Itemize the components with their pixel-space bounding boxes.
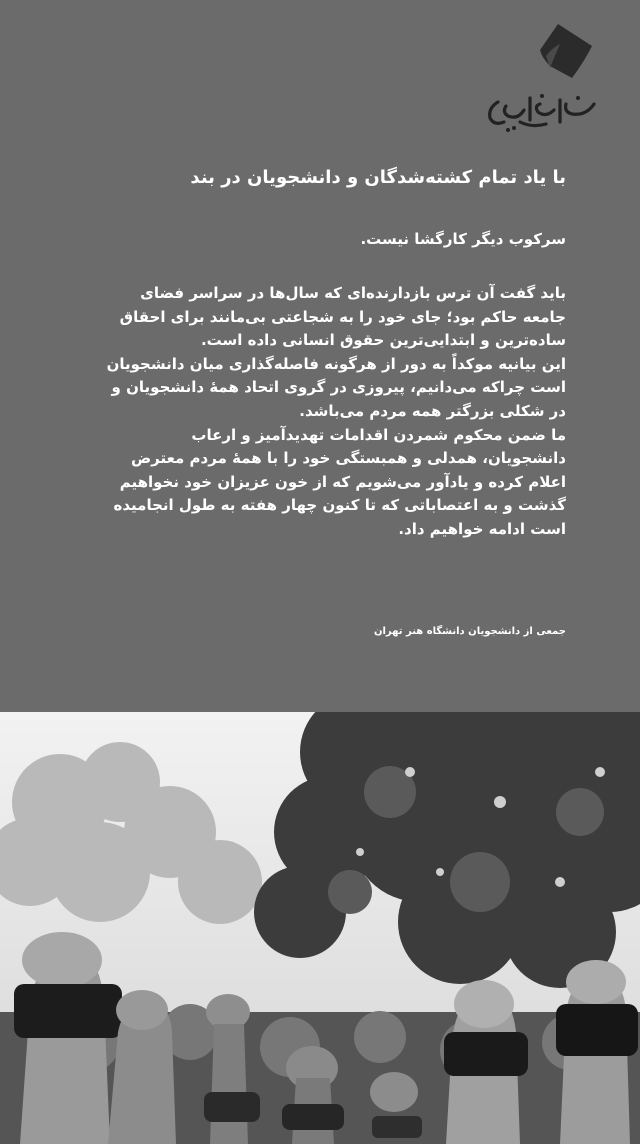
art-university-logo-icon — [480, 18, 600, 138]
statement-paragraph: ما ضمن محکوم شمردن اقدامات تهدیدآمیز و ارعاب دانشجویان، همدلی و همبستگی خود را با همهٔ مردم معترض اعلام کرده و یادآور می‌شویم که از خون عزیزان خود نخواهیم گذشت و به اعتصاباتی که تا کنون چهار هفته به طول انجامیده است ادامه خواهیم داد. — [113, 425, 566, 538]
statement-body — [106, 282, 566, 542]
memorial-title: با یاد تمام کشته‌شدگان و دانشجویان در بند — [190, 167, 566, 188]
statement-paragraph: باید گفت آن ترس بازدارنده‌ای که سال‌ها در سراسر فضای جامعه حاکم بود؛ جای خود را به شجاعتی بی‌مانند برای احقاق ساده‌ترین و ابتدایی‌ترین حقوق انسانی داده است. — [119, 284, 566, 350]
statement-paragraph: این بیانیه موکداً به دور از هرگونه فاصله‌گذاری میان دانشجویان است چراکه می‌دانیم، پیروزی در گروی اتحاد همهٔ دانشجویان و در شکلی بزرگتر همه مردم می‌باشد. — [106, 354, 566, 420]
statement-lead: سرکوب دیگر کارگشا نیست. — [360, 230, 566, 248]
protest-photo — [0, 712, 640, 1144]
raised-fists-photo-icon — [0, 712, 640, 1144]
statement-signature: جمعی از دانشجویان دانشگاه هنر تهران — [373, 626, 566, 637]
university-logo — [480, 18, 600, 138]
